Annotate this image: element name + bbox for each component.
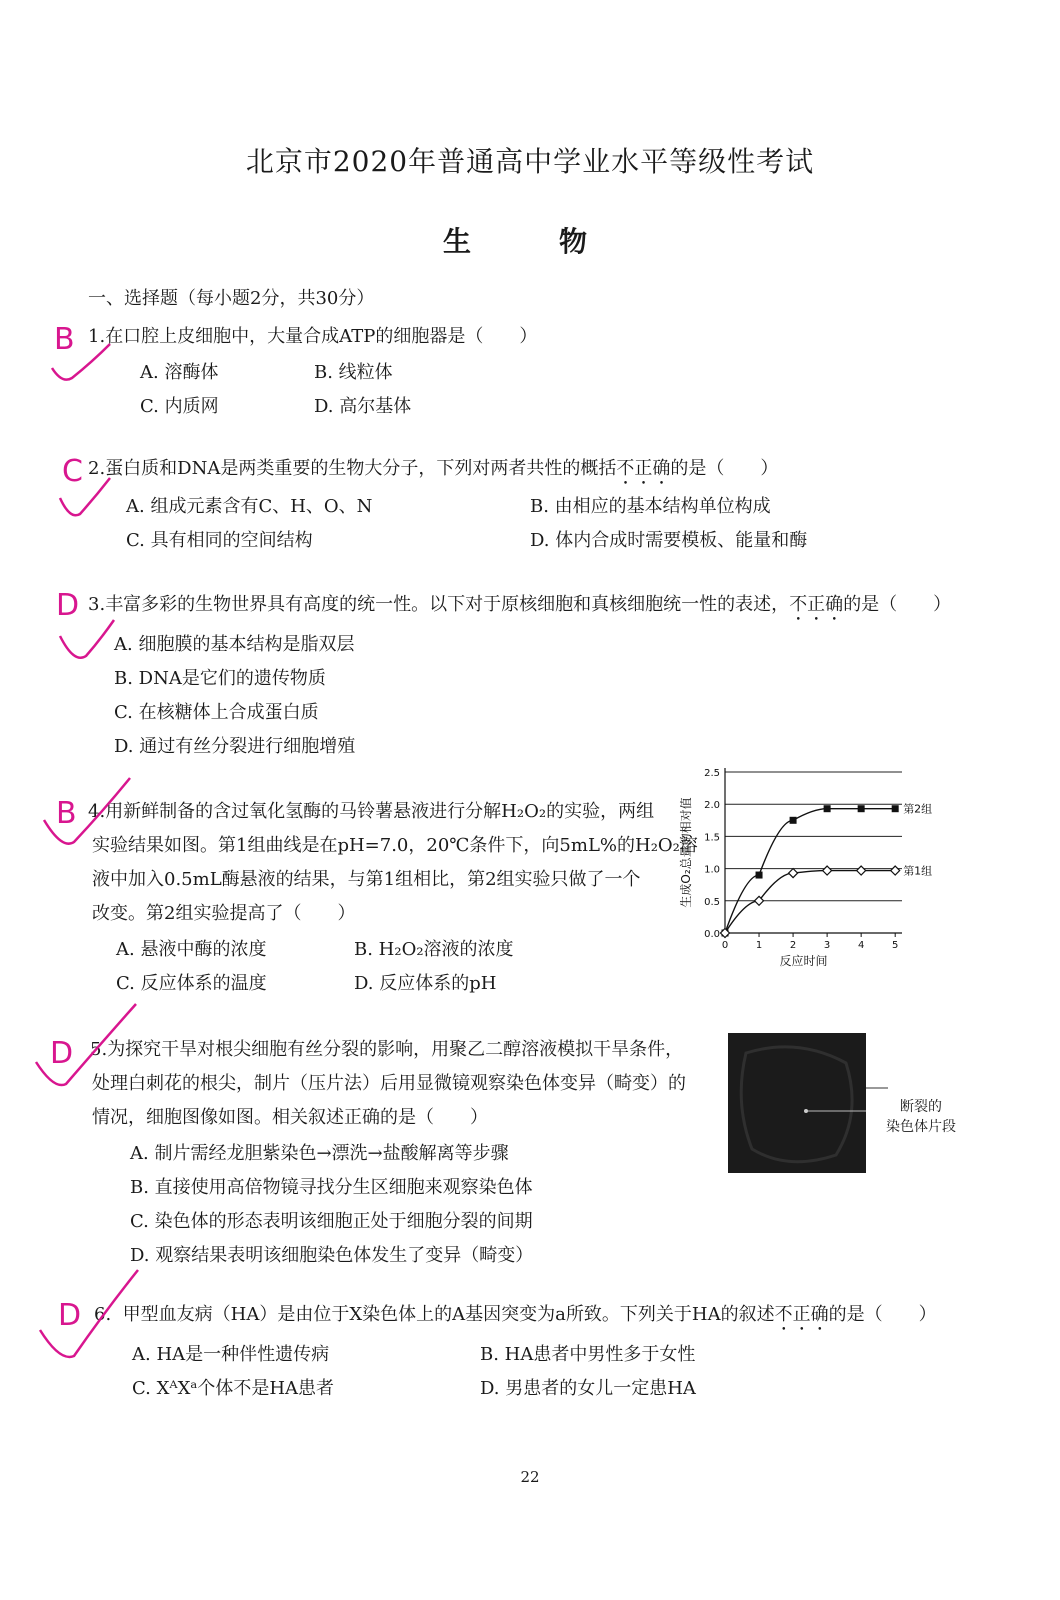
data-point-diamond: [823, 866, 832, 875]
x-tick-label: 2: [789, 940, 797, 951]
question-number: 1.: [88, 326, 106, 347]
handwritten-answer: B: [56, 796, 77, 831]
check-mark-icon: [40, 1270, 138, 1357]
option-d: D. 高尔基体: [314, 396, 412, 417]
question-2: [88, 454, 778, 489]
data-point-square: [892, 805, 899, 812]
data-point-diamond: [857, 866, 866, 875]
section-heading: 一、选择题（每小题2分，共30分）: [88, 288, 375, 309]
check-mark-icon: [36, 1004, 136, 1085]
option-b: B. H₂O₂溶液的浓度: [354, 939, 514, 960]
question-text-end: 的是（ ）: [828, 1304, 937, 1325]
figure-label-line-2: 染色体片段: [886, 1119, 956, 1135]
x-tick-label: 4: [857, 940, 865, 951]
question-text-end: 的是（ ）: [670, 458, 779, 479]
emphasis-text: 不正确: [774, 1304, 829, 1325]
question-number: 3.: [88, 594, 106, 615]
check-mark-icon: [44, 778, 130, 844]
option-d: D. 观察结果表明该细胞染色体发生了变异（畸变）: [130, 1245, 534, 1266]
check-mark-icon: [52, 344, 110, 380]
option-b: B. HA患者中男性多于女性: [480, 1344, 696, 1365]
question-text: 蛋白质和DNA是两类重要的生物大分子，下列对两者共性的概括: [105, 458, 617, 479]
y-tick-label: 1.0: [704, 864, 720, 876]
pointer-line: [866, 1083, 888, 1093]
option-c: C. 染色体的形态表明该细胞正处于细胞分裂的间期: [130, 1211, 533, 1232]
question-number: 6.: [94, 1304, 112, 1325]
page-number: 22: [520, 1468, 540, 1486]
check-marks: [0, 0, 160, 1400]
question-3: [88, 590, 951, 625]
question-5-line-2: 处理白刺花的根尖，制片（压片法）后用显微镜观察染色体变异（畸变）的: [92, 1073, 686, 1094]
option-a: A. 组成元素含有C、H、O、N: [126, 496, 373, 517]
figure-label-line-1: 断裂的: [900, 1099, 942, 1115]
y-tick-label: 2.5: [704, 768, 720, 779]
option-a: A. HA是一种伴性遗传病: [132, 1344, 330, 1365]
question-4-line-4: 改变。第2组实验提高了（ ）: [92, 903, 356, 924]
emphasis-text: 不正确: [616, 458, 671, 479]
x-tick-label: 5: [892, 940, 899, 951]
option-b: B. DNA是它们的遗传物质: [114, 668, 326, 689]
option-c: C. 在核糖体上合成蛋白质: [114, 702, 319, 723]
handwritten-answer: D: [58, 1298, 82, 1333]
x-axis-label: 反应时间: [779, 954, 828, 968]
question-text: 丰富多彩的生物世界具有高度的统一性。以下对于原核细胞和真核细胞统一性的表述，: [105, 594, 790, 615]
cell-micrograph: [728, 1033, 866, 1173]
question-6: [94, 1300, 937, 1335]
option-a: A. 细胞膜的基本结构是脂双层: [114, 634, 355, 655]
option-d: D. 反应体系的pH: [354, 973, 497, 994]
question-4-line-3: 液中加入0.5mL酶悬液的结果，与第1组相比，第2组实验只做了一个: [92, 869, 641, 890]
option-c: C. 反应体系的温度: [116, 973, 267, 994]
option-b: B. 由相应的基本结构单位构成: [530, 496, 771, 517]
subject-heading: 生 物: [442, 225, 617, 258]
question-number: 4.: [88, 801, 106, 822]
option-a: A. 悬液中酶的浓度: [116, 939, 267, 960]
data-point-diamond: [891, 866, 900, 875]
cell-outline: [728, 1033, 866, 1173]
data-point-diamond: [789, 869, 798, 878]
y-tick-label: 1.5: [704, 832, 720, 844]
check-mark-icon: [60, 478, 110, 515]
question-text: 甲型血友病（HA）是由位于X染色体上的A基因突变为a所致。下列关于HA的叙述: [122, 1304, 775, 1325]
check-mark-icon: [60, 620, 114, 658]
handwritten-answer: D: [50, 1036, 74, 1071]
option-a: A. 溶酶体: [140, 362, 219, 383]
question-5-line-3: 情况，细胞图像如图。相关叙述正确的是（ ）: [92, 1107, 488, 1128]
handwritten-answer: B: [54, 322, 75, 357]
handwritten-answer: C: [62, 454, 83, 489]
y-tick-label: 0.5: [704, 896, 720, 908]
option-b: B. 线粒体: [314, 362, 393, 383]
question-text: 为探究干旱对根尖细胞有丝分裂的影响，用聚乙二醇溶液模拟干旱条件，: [107, 1039, 684, 1060]
handwritten-answer: D: [56, 588, 80, 623]
option-c: C. 内质网: [140, 396, 219, 417]
question-number: 5.: [90, 1039, 108, 1060]
data-point-square: [824, 805, 831, 812]
option-b: B. 直接使用高倍物镜寻找分生区细胞来观察染色体: [130, 1177, 533, 1198]
exam-title: 北京市2020年普通高中学业水平等级性考试: [245, 145, 815, 178]
option-c: C. XᴬXᵃ个体不是HA患者: [132, 1378, 335, 1399]
question-5-line-1: [90, 1035, 683, 1061]
option-d: D. 体内合成时需要模板、能量和酶: [530, 530, 808, 551]
question-number: 2.: [88, 458, 106, 479]
question-4-line-2: 实验结果如图。第1组曲线是在pH=7.0，20℃条件下，向5mL%的H₂O₂溶: [92, 835, 698, 856]
x-tick-label: 0: [721, 940, 729, 951]
x-tick-label: 3: [823, 940, 831, 951]
option-d: D. 男患者的女儿一定患HA: [480, 1378, 696, 1399]
series-label: 第1组: [903, 864, 933, 878]
data-point-square: [756, 872, 763, 879]
option-c: C. 具有相同的空间结构: [126, 530, 313, 551]
figure-label: [886, 1096, 956, 1136]
o2-chart: [670, 760, 960, 975]
emphasis-text: 不正确: [789, 594, 844, 615]
x-tick-label: 1: [755, 940, 763, 951]
question-text: 用新鲜制备的含过氧化氢酶的马铃薯悬液进行分解H₂O₂的实验，两组: [105, 801, 655, 822]
y-axis-label: 生成O₂总量的相对值: [679, 797, 693, 908]
option-d: D. 通过有丝分裂进行细胞增殖: [114, 736, 356, 757]
question-4-line-1: [88, 797, 654, 823]
option-a: A. 制片需经龙胆紫染色→漂洗→盐酸解离等步骤: [130, 1143, 509, 1164]
data-point-square: [790, 817, 797, 824]
series-label: 第2组: [903, 802, 933, 816]
y-tick-label: 2.0: [704, 800, 720, 812]
data-point-square: [858, 805, 865, 812]
question-text-end: 的是（ ）: [843, 594, 952, 615]
question-text: 在口腔上皮细胞中，大量合成ATP的细胞器是（ ）: [105, 326, 538, 347]
y-tick-label: 0.0: [704, 929, 720, 940]
